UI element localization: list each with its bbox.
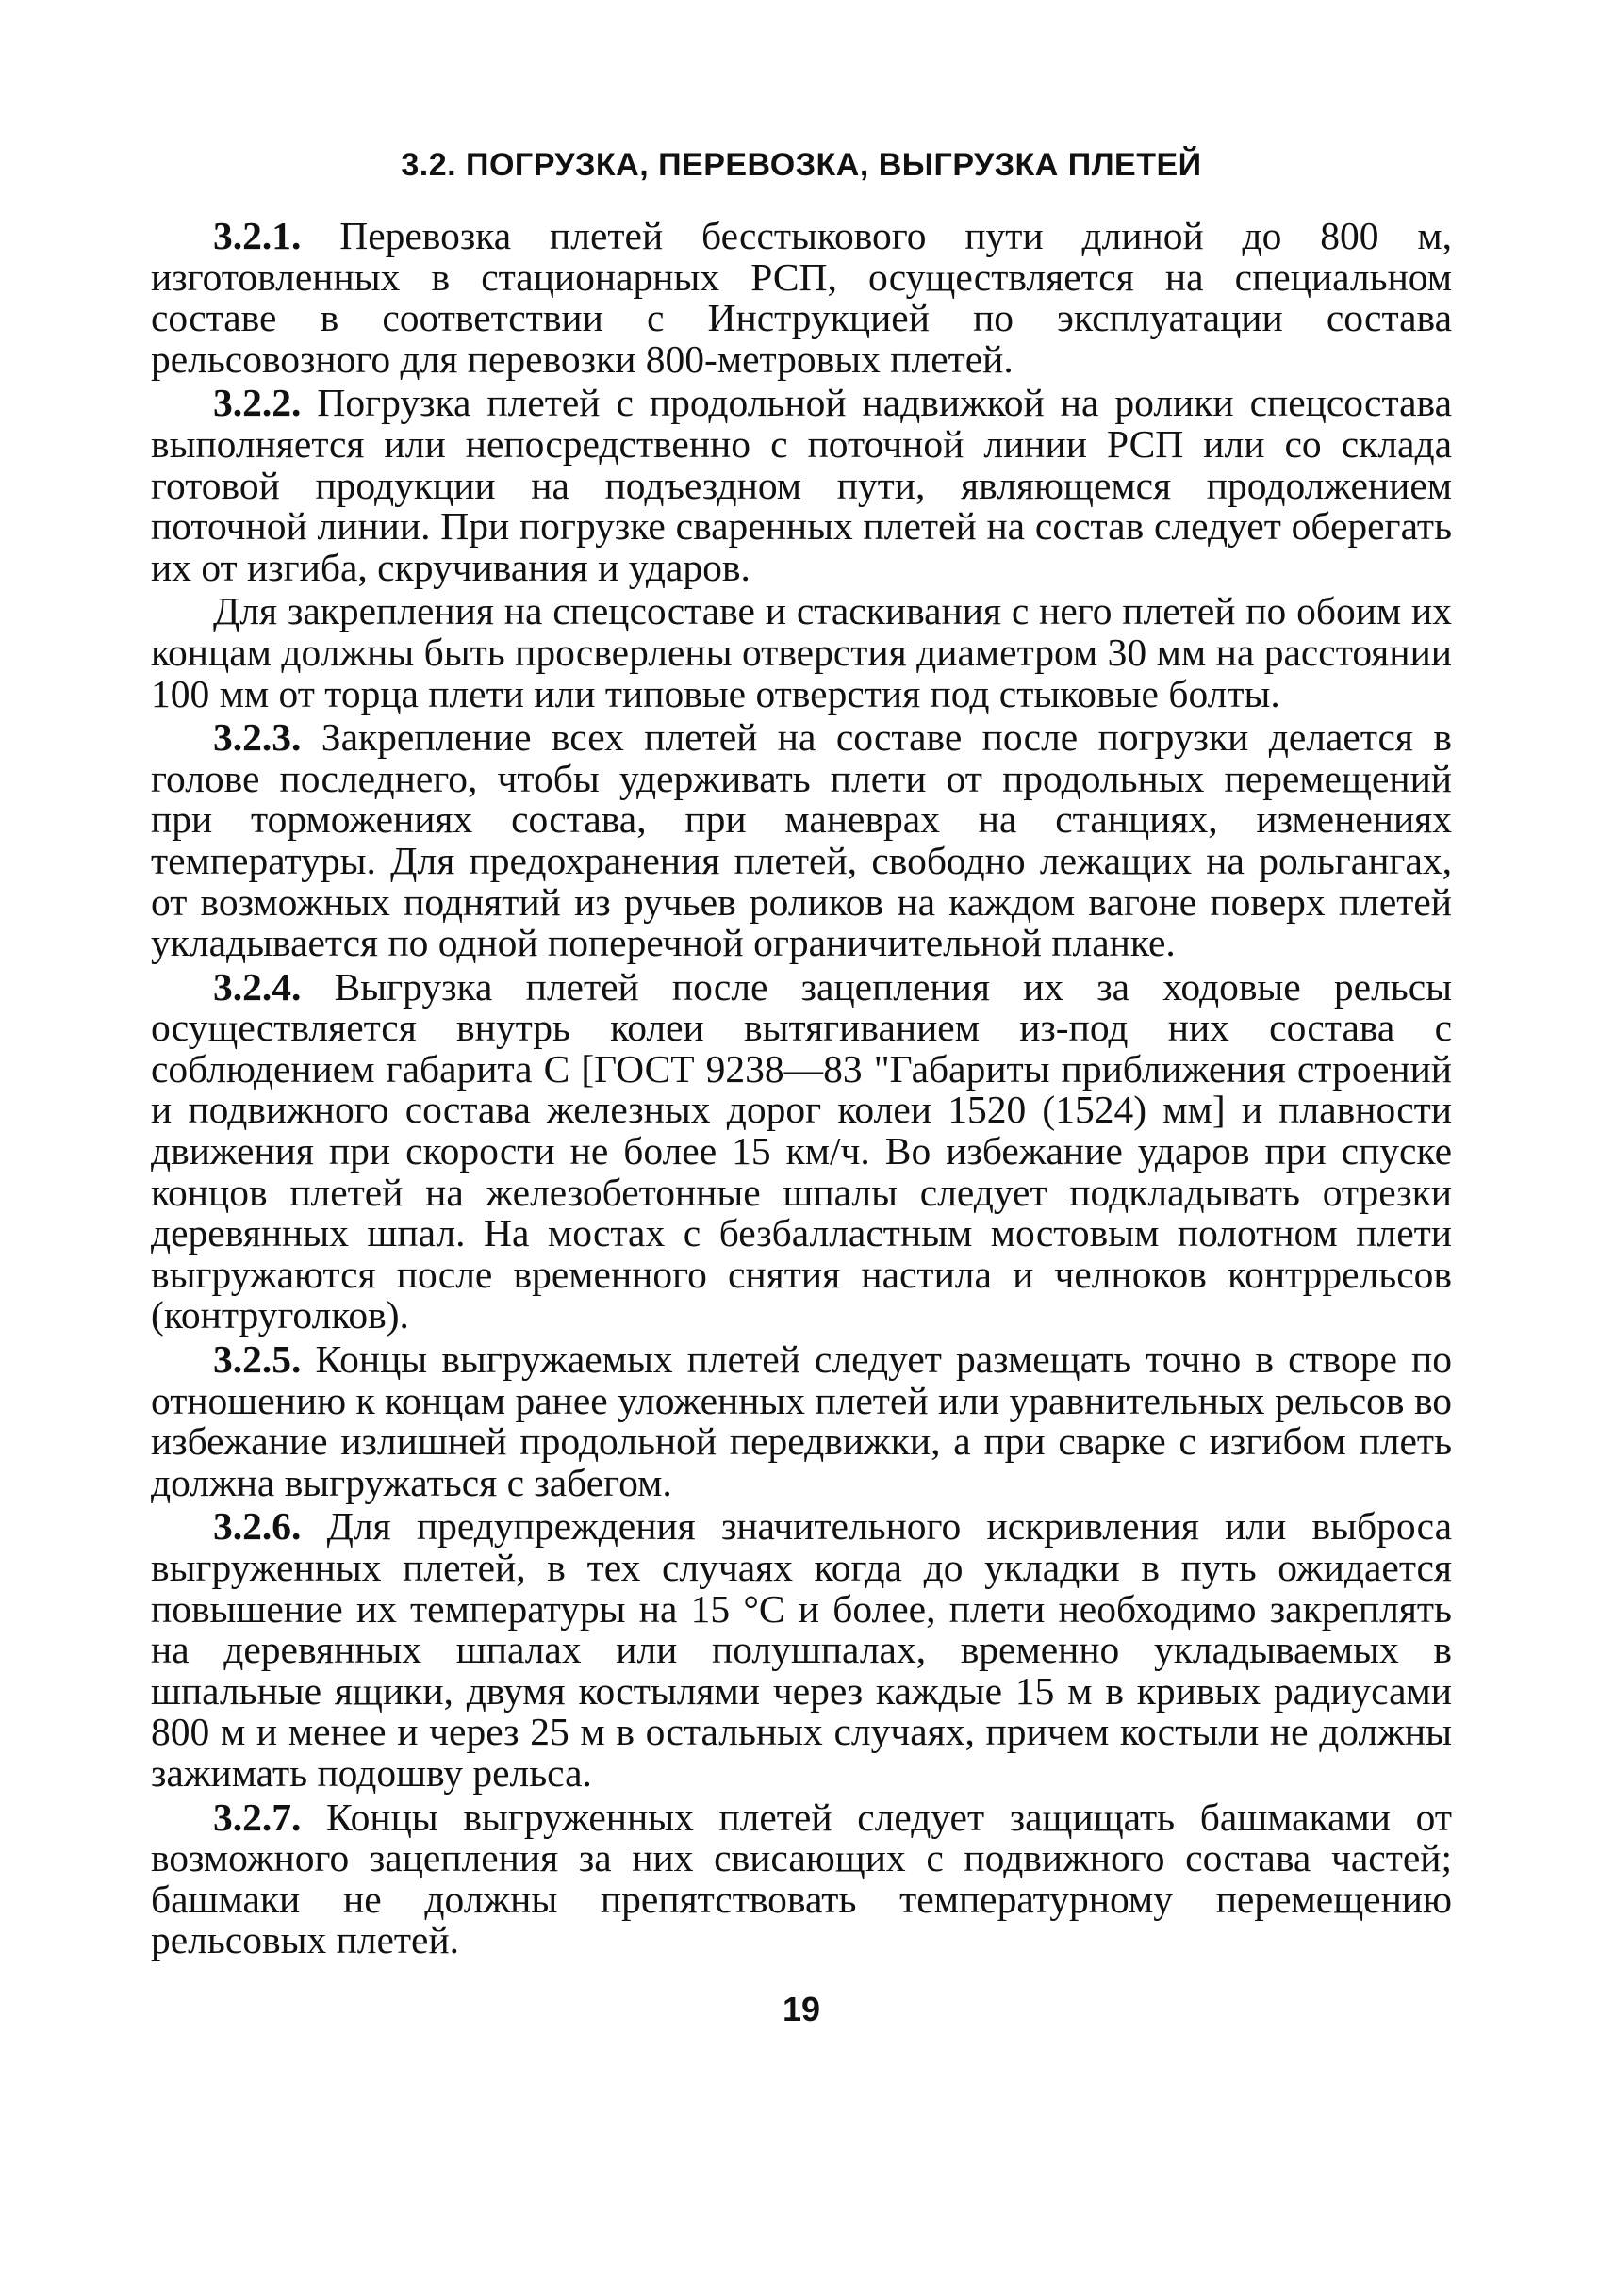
document-page	[151, 123, 1452, 2029]
paragraph-3-2-4	[151, 964, 1453, 1337]
clause-number: 3.2.3.	[213, 715, 302, 760]
paragraph-3-2-2	[151, 383, 1452, 588]
clause-number: 3.2.2.	[213, 381, 302, 425]
clause-number: 3.2.6.	[213, 1504, 302, 1549]
paragraph-3-2-1	[151, 216, 1452, 380]
clause-number: 3.2.7.	[213, 1795, 302, 1839]
paragraph-text: Концы выгружаемых плетей следует размещать точно в створе по отношению к концам ранее уложенных плетей или уравнительных рельсов во избежание излишней продольной передвижки, а при сварке с изгибом плеть должна выгружаться с забегом.	[151, 1337, 1452, 1504]
paragraph-3-2-2-continued	[151, 591, 1452, 714]
paragraph-text: Закрепление всех плетей на составе после погрузки делается в голове последнего, чтобы удерживать плети от продольных перемещений при торможениях состава, при маневрах на станциях, изменениях температуры. Для предохранения плетей, свободно лежащих на рольгангах, от возможных поднятий из ручьев роликов на каждом вагоне поверх плетей укладывается по одной поперечной ограничительной планке.	[151, 715, 1453, 965]
paragraph-3-2-7	[151, 1797, 1452, 1961]
page-number: 19	[782, 1989, 821, 2028]
paragraph-text: Для предупреждения значительного искривления или выброса выгруженных плетей, в тех случаях когда до укладки в путь ожидается повышение их температуры на 15 °С и более, плети необходимо закреплять на деревянных шпалах или полушпалах, временно укладываемых в шпальные ящики, двумя костылями через каждые 15 м в кривых радиусами 800 м и менее и через 25 м в остальных случаях, причем костыли не должны зажимать подошву рельса.	[151, 1504, 1452, 1795]
clause-number: 3.2.5.	[213, 1337, 302, 1382]
paragraph-text: Погрузка плетей с продольной надвижкой на ролики спецсостава выполняется или непосредственно с поточной линии РСП или со склада готовой продукции на подъездном пути, являющемся продолжением поточной линии. При погрузке сваренных плетей на состав следует оберегать их от изгиба, скручивания и ударов.	[151, 381, 1453, 589]
paragraph-3-2-5	[151, 1339, 1452, 1503]
clause-number: 3.2.1.	[213, 214, 302, 257]
paragraph-text: Перевозка плетей бесстыкового пути длиной до 800 м, изготовленных в стационарных РСП, осуществляется на специальном составе в соответствии с Инструкцией по эксплуатации состава рельсовозного для перевозки 800-метровых плетей.	[151, 214, 1453, 381]
section-heading: 3.2. ПОГРУЗКА, ПЕРЕВОЗКА, ВЫГРУЗКА ПЛЕТЕЙ	[401, 147, 1202, 183]
clause-number: 3.2.4.	[213, 964, 302, 1009]
paragraph-text: Для закрепления на спецсоставе и стаскивания с него плетей по обоим их концам должны быть просверлены отверстия диаметром 30 мм на расстоянии 100 мм от торца плети или типовые отверстия под стыковые болты.	[151, 589, 1452, 715]
paragraph-text: Концы выгруженных плетей следует защищать башмаками от возможного зацепления за них свисающих с подвижного состава частей; башмаки не должны препятствовать температурному перемещению рельсовых плетей.	[151, 1795, 1452, 1962]
paragraph-text: Выгрузка плетей после зацепления их за ходовые рельсы осуществляется внутрь колеи вытягиванием из-под них состава с соблюдением габарита С [ГОСТ 9238—83 "Габариты приближения строений и подвижного состава железных дорог колеи 1520 (1524) мм] и плавности движения при скорости не более 15 км/ч. Во избежание ударов при спуске концов плетей на железобетонные шпалы следует подкладывать отрезки деревянных шпал. На мостах с безбалластным мостовым полотном плети выгружаются после временного снятия настила и челноков контррельсов (контруголков).	[151, 964, 1453, 1337]
paragraph-3-2-6	[151, 1506, 1452, 1794]
paragraph-3-2-3	[151, 717, 1452, 964]
